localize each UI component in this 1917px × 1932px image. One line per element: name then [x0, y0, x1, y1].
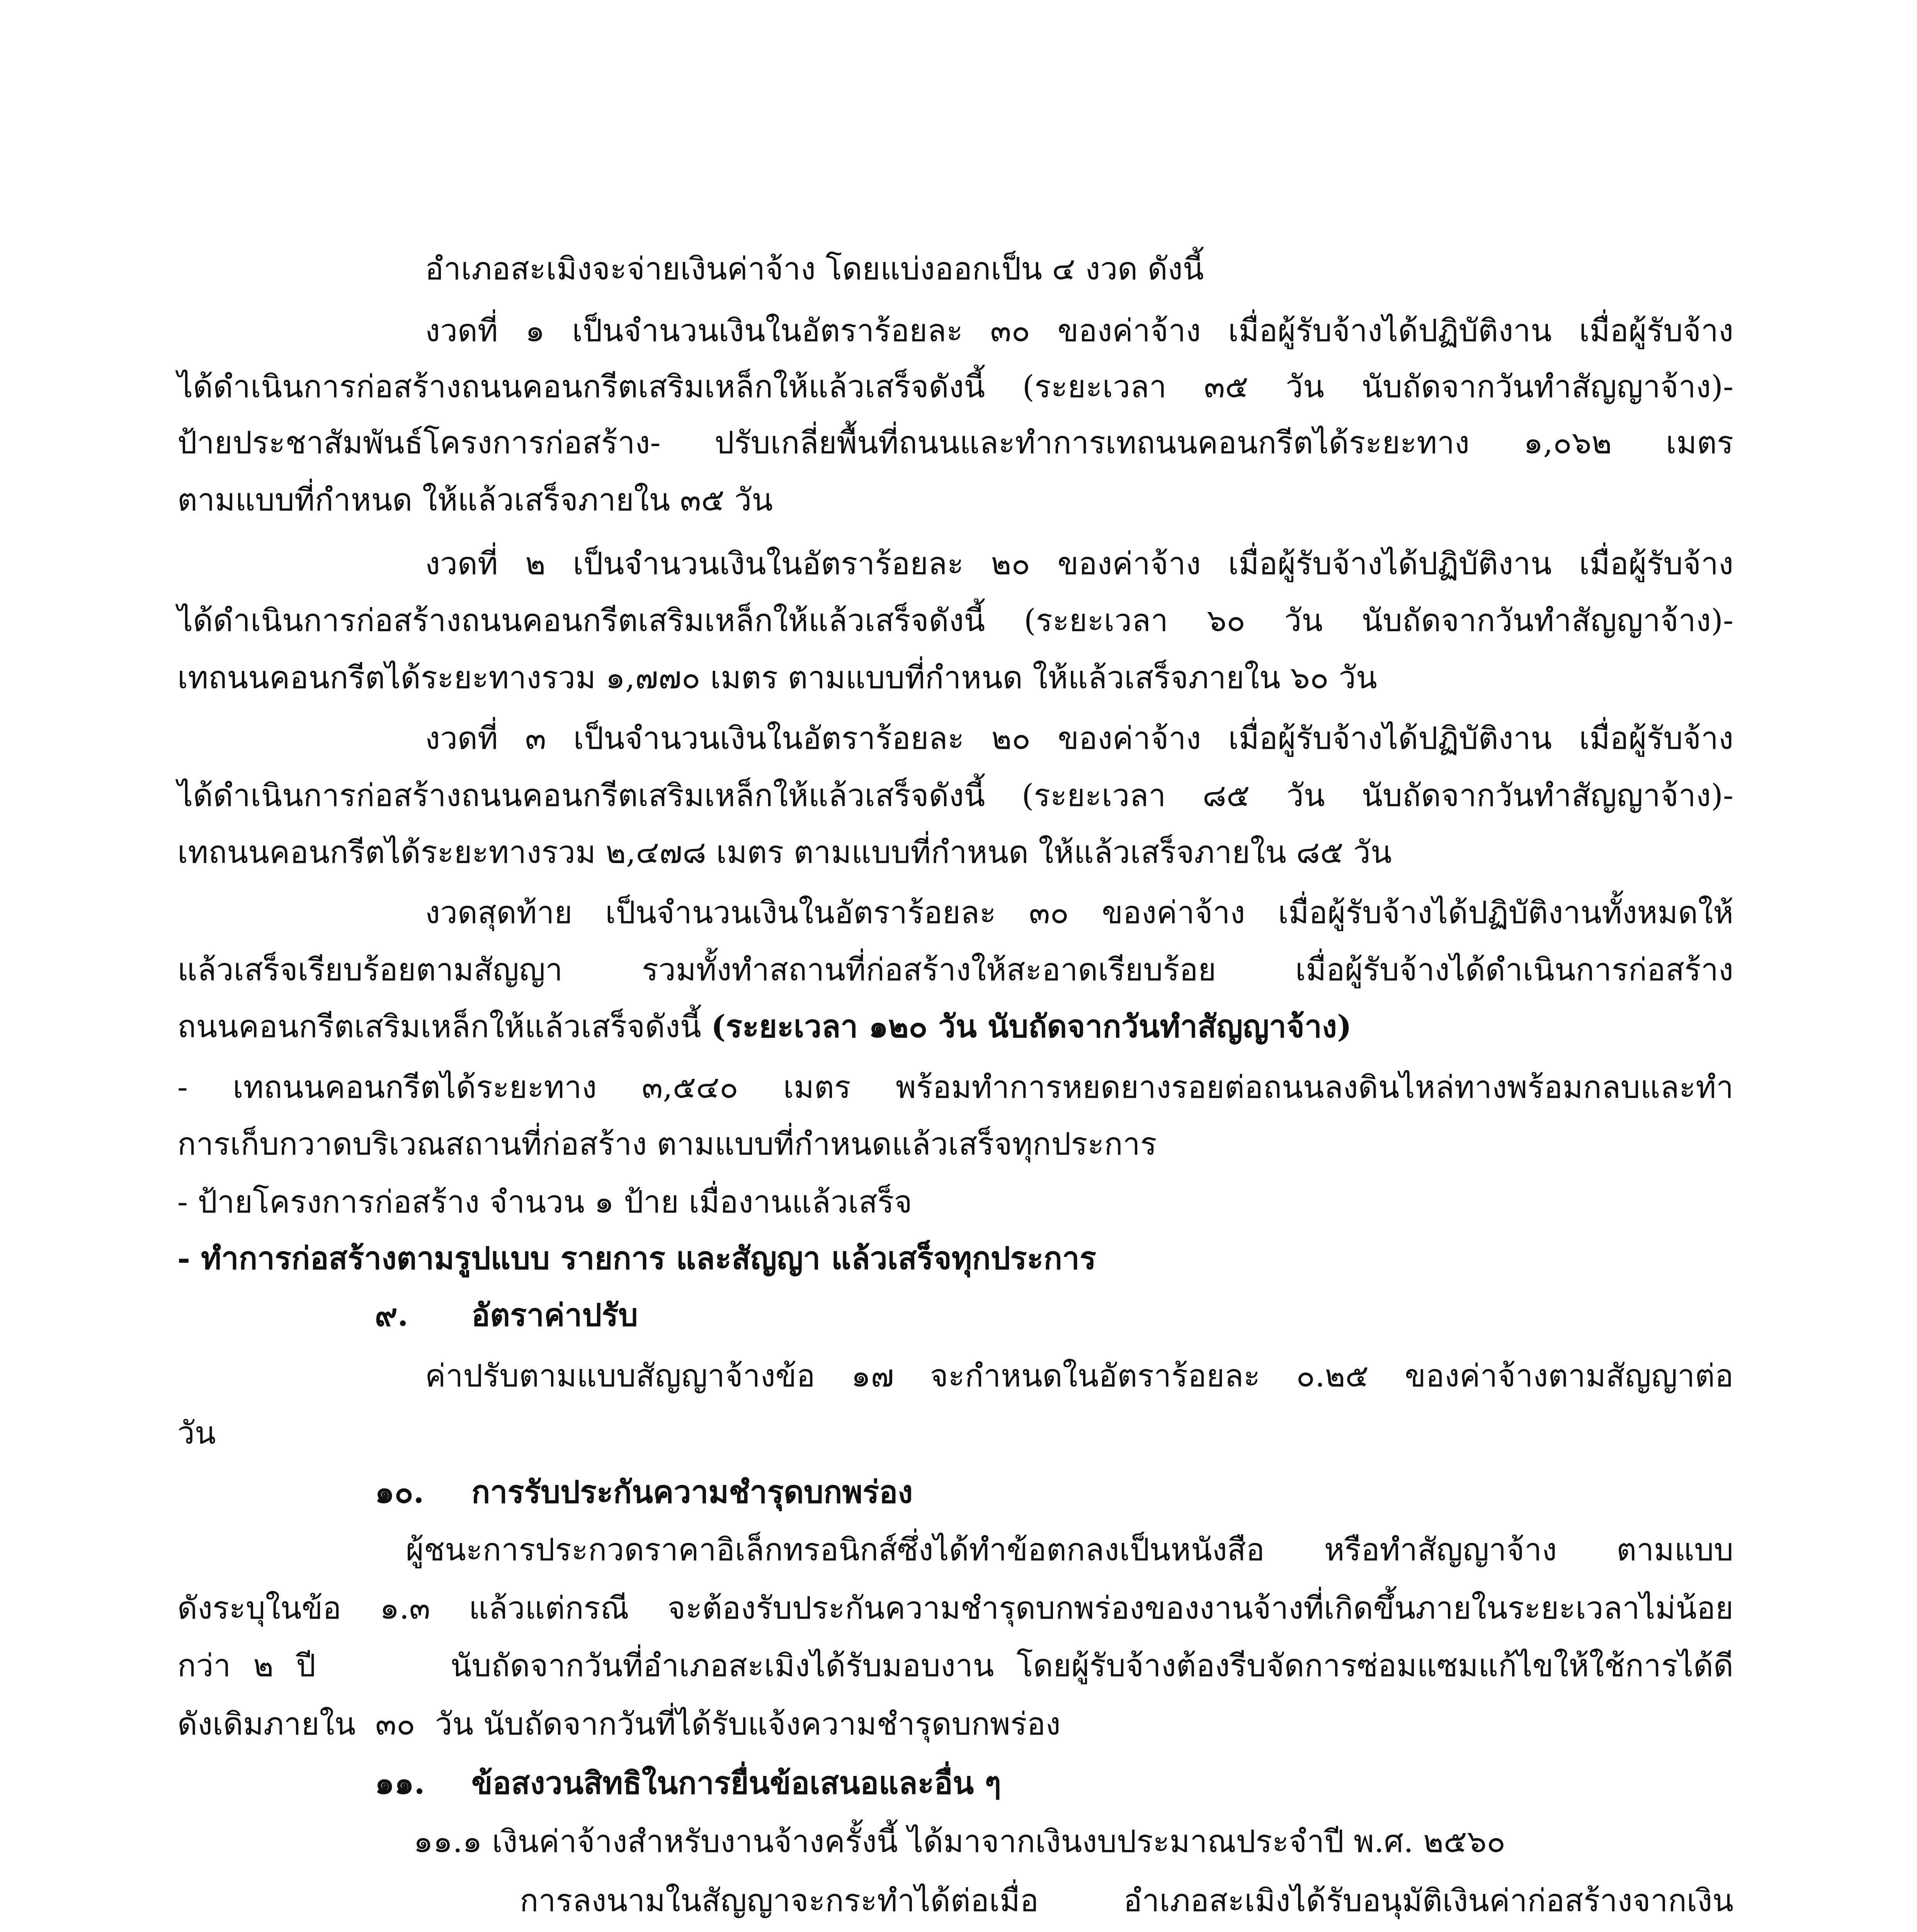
installment-3-line-2: ได้ดำเนินการก่อสร้างถนนคอนกรีตเสริมเหล็กให้แล้วเสร็จดังนี้ (ระยะเวลา ๘๕ วัน นับถัดจากวันทำสัญญาจ้าง)- — [177, 777, 1733, 813]
installment-1-line-4: ตามแบบที่กำหนด ให้แล้วเสร็จภายใน ๓๕ วัน — [177, 482, 773, 518]
section-10-heading — [375, 1466, 913, 1517]
installment-2-line-2: ได้ดำเนินการก่อสร้างถนนคอนกรีตเสริมเหล็กให้แล้วเสร็จดังนี้ (ระยะเวลา ๖๐ วัน นับถัดจากวันทำสัญญาจ้าง)- — [177, 602, 1733, 638]
final-installment-line-2: แล้วเสร็จเรียบร้อยตามสัญญา รวมทั้งทำสถานที่ก่อสร้างให้สะอาดเรียบร้อย เมื่อผู้รับจ้างได้ดำเนินการก่อสร้าง — [177, 952, 1733, 988]
warranty-line-4: ดังเดิมภายใน ๓๐ วัน นับถัดจากวันที่ได้รับแจ้งความชำรุดบกพร่อง — [177, 1706, 1061, 1742]
work-item-concrete-line-2: การเก็บกวาดบริเวณสถานที่ก่อสร้าง ตามแบบที่กำหนดแล้วเสร็จทุกประการ — [177, 1126, 1157, 1162]
installment-2-line-1: งวดที่ ๒ เป็นจำนวนเงินในอัตราร้อยละ ๒๐ ของค่าจ้าง เมื่อผู้รับจ้างได้ปฏิบัติงาน เมื่อผู้รับจ้าง — [425, 546, 1733, 582]
section-11-heading — [375, 1757, 1001, 1808]
budget-source: ๑๑.๑ เงินค่าจ้างสำหรับงานจ้างครั้งนี้ ได้มาจากเงินงบประมาณประจำปี พ.ศ. ๒๕๖๐ — [413, 1823, 1506, 1859]
installment-3-line-1: งวดที่ ๓ เป็นจำนวนเงินในอัตราร้อยละ ๒๐ ของค่าจ้าง เมื่อผู้รับจ้างได้ปฏิบัติงาน เมื่อผู้รับจ้าง — [425, 720, 1733, 756]
work-item-complete: - ทำการก่อสร้างตามรูปแบบ รายการ และสัญญา แล้วเสร็จทุกประการ — [177, 1240, 1096, 1276]
work-item-sign: - ป้ายโครงการก่อสร้าง จำนวน ๑ ป้าย เมื่องานแล้วเสร็จ — [177, 1184, 912, 1220]
section-9-heading — [375, 1289, 638, 1340]
installment-1-line-3: ป้ายประชาสัมพันธ์โครงการก่อสร้าง- ปรับเกลี่ยพื้นที่ถนนและทำการเทถนนคอนกรีตได้ระยะทาง ๑,๐๖๒ เมตร — [177, 425, 1733, 461]
warranty-line-1: ผู้ชนะการประกวดราคาอิเล็กทรอนิกส์ซึ่งได้ทำข้อตกลงเป็นหนังสือ หรือทำสัญญาจ้าง ตามแบบ — [406, 1532, 1733, 1568]
final-installment-text: ถนนคอนกรีตเสริมเหล็กให้แล้วเสร็จดังนี้ — [177, 1009, 711, 1044]
penalty-line-2: วัน — [177, 1415, 216, 1451]
warranty-line-3: กว่า ๒ ปี นับถัดจากวันที่อำเภอสะเมิงได้รับมอบงาน โดยผู้รับจ้างต้องรีบจัดการซ่อมแซมแก้ไขให้ใช้การได้ดี — [177, 1648, 1733, 1684]
final-installment-line-3 — [177, 1001, 1352, 1052]
final-installment-duration: (ระยะเวลา ๑๒๐ วัน นับถัดจากวันทำสัญญาจ้าง) — [711, 1008, 1352, 1044]
section-9-title: อัตราค่าปรับ — [471, 1297, 638, 1333]
contract-signing-line-1: การลงนามในสัญญาจะกระทำได้ต่อเมื่อ อำเภอสะเมิงได้รับอนุมัติเงินค่าก่อสร้างจากเงิน — [520, 1883, 1733, 1918]
penalty-line-1: ค่าปรับตามแบบสัญญาจ้างข้อ ๑๗ จะกำหนดในอัตราร้อยละ ๐.๒๕ ของค่าจ้างตามสัญญาต่อ — [425, 1358, 1733, 1394]
warranty-line-2: ดังระบุในข้อ ๑.๓ แล้วแต่กรณี จะต้องรับประกันความชำรุดบกพร่องของงานจ้างที่เกิดขึ้นภายในระยะเวลาไม่น้อย — [177, 1590, 1733, 1626]
section-11-number: ๑๑. — [375, 1765, 425, 1801]
final-installment-line-1: งวดสุดท้าย เป็นจำนวนเงินในอัตราร้อยละ ๓๐ ของค่าจ้าง เมื่อผู้รับจ้างได้ปฏิบัติงานทั้งหมดให้ — [425, 895, 1733, 930]
work-item-concrete-line-1: - เทถนนคอนกรีตได้ระยะทาง ๓,๕๔๐ เมตร พร้อมทำการหยดยางรอยต่อถนนลงดินไหล่ทางพร้อมกลบและทำ — [177, 1069, 1733, 1105]
section-10-title: การรับประกันความชำรุดบกพร่อง — [471, 1474, 913, 1510]
installment-3-line-3: เทถนนคอนกรีตได้ระยะทางรวม ๒,๔๗๘ เมตร ตามแบบที่กำหนด ให้แล้วเสร็จภายใน ๘๕ วัน — [177, 834, 1392, 870]
section-9-number: ๙. — [375, 1297, 408, 1333]
installment-2-line-3: เทถนนคอนกรีตได้ระยะทางรวม ๑,๗๗๐ เมตร ตามแบบที่กำหนด ให้แล้วเสร็จภายใน ๖๐ วัน — [177, 660, 1377, 696]
payment-intro: อำเภอสะเมิงจะจ่ายเงินค่าจ้าง โดยแบ่งออกเป็น ๔ งวด ดังนี้ — [425, 251, 1204, 287]
section-10-number: ๑๐. — [375, 1474, 424, 1510]
installment-1-line-2: ได้ดำเนินการก่อสร้างถนนคอนกรีตเสริมเหล็กให้แล้วเสร็จดังนี้ (ระยะเวลา ๓๕ วัน นับถัดจากวันทำสัญญาจ้าง)- — [177, 369, 1733, 405]
section-11-title: ข้อสงวนสิทธิในการยื่นข้อเสนอและอื่น ๆ — [471, 1765, 1002, 1801]
installment-1-line-1: งวดที่ ๑ เป็นจำนวนเงินในอัตราร้อยละ ๓๐ ของค่าจ้าง เมื่อผู้รับจ้างได้ปฏิบัติงาน เมื่อผู้รับจ้าง — [425, 313, 1733, 349]
